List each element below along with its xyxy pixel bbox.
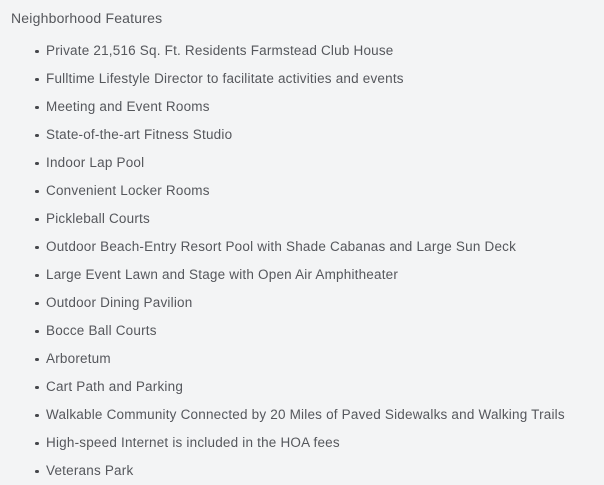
- bullet-icon: [35, 414, 39, 418]
- bullet-icon: [35, 358, 39, 362]
- list-item: [35, 401, 594, 429]
- bullet-icon: [35, 302, 39, 306]
- list-item: [35, 65, 594, 93]
- feature-text: Bocce Ball Courts: [46, 323, 157, 338]
- bullet-icon: [35, 50, 39, 54]
- feature-text: Convenient Locker Rooms: [46, 183, 210, 198]
- list-item: [35, 345, 594, 373]
- list-item: [35, 289, 594, 317]
- feature-text: Outdoor Beach-Entry Resort Pool with Shade Cabanas and Large Sun Deck: [46, 239, 517, 254]
- list-item: [35, 149, 594, 177]
- list-item: [35, 373, 594, 401]
- feature-text: Pickleball Courts: [46, 211, 150, 226]
- feature-text: Arboretum: [46, 351, 111, 366]
- bullet-icon: [35, 330, 39, 334]
- list-item: [35, 457, 594, 485]
- bullet-icon: [35, 470, 39, 474]
- list-item: [35, 177, 594, 205]
- feature-text: Large Event Lawn and Stage with Open Air Amphitheater: [46, 267, 399, 282]
- bullet-icon: [35, 386, 39, 390]
- features-list: [11, 37, 594, 485]
- bullet-icon: [35, 190, 39, 194]
- list-item: [35, 37, 594, 65]
- list-item: [35, 429, 594, 457]
- bullet-icon: [35, 78, 39, 82]
- feature-text: Outdoor Dining Pavilion: [46, 295, 193, 310]
- feature-text: Walkable Community Connected by 20 Miles of Paved Sidewalks and Walking Trails: [46, 407, 565, 422]
- feature-text: Veterans Park: [46, 463, 134, 478]
- list-item: [35, 205, 594, 233]
- bullet-icon: [35, 442, 39, 446]
- bullet-icon: [35, 162, 39, 166]
- bullet-icon: [35, 134, 39, 138]
- feature-text: Indoor Lap Pool: [46, 155, 145, 170]
- feature-text: Cart Path and Parking: [46, 379, 184, 394]
- list-item: [35, 93, 594, 121]
- feature-text: Meeting and Event Rooms: [46, 99, 210, 114]
- feature-text: Fulltime Lifestyle Director to facilitate activities and events: [46, 71, 404, 86]
- section-title: Neighborhood Features: [11, 10, 163, 26]
- list-item: [35, 261, 594, 289]
- list-item: [35, 317, 594, 345]
- bullet-icon: [35, 106, 39, 110]
- feature-text: Private 21,516 Sq. Ft. Residents Farmstead Club House: [46, 43, 394, 58]
- list-item: [35, 233, 594, 261]
- bullet-icon: [35, 274, 39, 278]
- feature-text: State-of-the-art Fitness Studio: [46, 127, 233, 142]
- bullet-icon: [35, 218, 39, 222]
- list-item: [35, 121, 594, 149]
- bullet-icon: [35, 246, 39, 250]
- feature-text: High-speed Internet is included in the HOA fees: [46, 435, 340, 450]
